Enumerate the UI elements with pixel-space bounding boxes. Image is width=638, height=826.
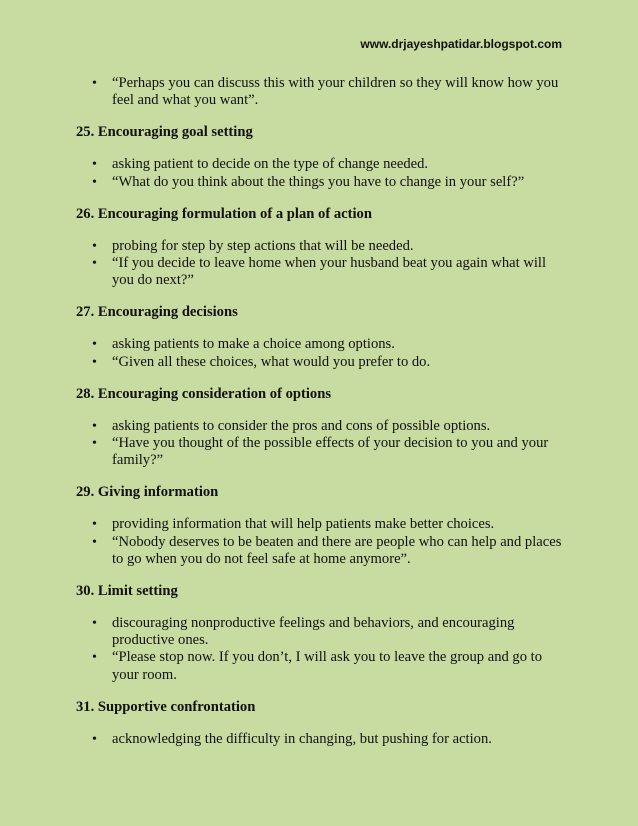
list-item-text: “Nobody deserves to be beaten and there are people who can help and places to go when you do not feel safe at home anymore”. <box>112 533 562 567</box>
section-list <box>76 336 566 370</box>
document-body <box>76 75 566 748</box>
list-item <box>76 435 566 469</box>
list-item <box>76 156 566 173</box>
section-title: 29. Giving information <box>76 484 219 501</box>
list-item-text: asking patients to make a choice among options. <box>112 336 395 353</box>
list-item <box>76 75 566 109</box>
bullet-icon: • <box>92 76 97 91</box>
list-item-text: asking patients to consider the pros and cons of possible options. <box>112 417 491 434</box>
list-item-text: “If you decide to leave home when your husband beat you again what will you do next?” <box>112 255 547 289</box>
list-item <box>76 238 566 255</box>
bullet-icon: • <box>92 256 97 272</box>
list-item-text: “What do you think about the things you have to change in your self?” <box>112 173 525 190</box>
list-item <box>76 534 566 568</box>
bullet-icon: • <box>92 174 97 190</box>
list-item-text: acknowledging the difficulty in changing, but pushing for action. <box>112 730 492 747</box>
list-item <box>76 516 566 533</box>
section-28 <box>76 386 566 470</box>
list-item <box>76 418 566 435</box>
section-list <box>76 238 566 290</box>
bullet-icon: • <box>92 616 97 632</box>
section-title: 31. Supportive confrontation <box>76 698 256 715</box>
bullet-icon: • <box>92 534 97 550</box>
section-title: 27. Encouraging decisions <box>76 304 238 321</box>
intro-list <box>76 75 566 109</box>
section-list <box>76 731 566 748</box>
section-title: 30. Limit setting <box>76 583 178 600</box>
section-26 <box>76 206 566 290</box>
list-item <box>76 174 566 191</box>
section-title: 28. Encouraging consideration of options <box>76 385 332 402</box>
list-item-text: “Given all these choices, what would you prefer to do. <box>112 353 431 370</box>
section-30 <box>76 583 566 684</box>
list-item-text: “Please stop now. If you don’t, I will ask you to leave the group and go to your room. <box>112 649 543 683</box>
bullet-icon: • <box>92 650 97 666</box>
section-list <box>76 615 566 684</box>
list-item <box>76 649 566 683</box>
list-item-text: asking patient to decide on the type of change needed. <box>112 156 429 173</box>
bullet-icon: • <box>92 418 97 434</box>
bullet-icon: • <box>92 731 97 747</box>
bullet-icon: • <box>92 436 97 452</box>
list-item <box>76 255 566 289</box>
section-27 <box>76 304 566 370</box>
list-item <box>76 615 566 649</box>
section-list <box>76 418 566 470</box>
header-url: www.drjayeshpatidar.blogspot.com <box>360 37 562 51</box>
list-item <box>76 336 566 353</box>
section-31 <box>76 699 566 748</box>
section-25 <box>76 124 566 190</box>
bullet-icon: • <box>92 157 97 173</box>
section-title: 25. Encouraging goal setting <box>76 124 253 141</box>
section-list <box>76 516 566 568</box>
bullet-icon: • <box>92 354 97 370</box>
section-title: 26. Encouraging formulation of a plan of action <box>76 205 372 222</box>
list-item <box>76 354 566 371</box>
list-item-text: discouraging nonproductive feelings and behaviors, and encouraging productive ones. <box>112 615 515 649</box>
list-item-text: “Perhaps you can discuss this with your children so they will know how you feel and what you want”. <box>112 75 559 109</box>
bullet-icon: • <box>92 337 97 353</box>
bullet-icon: • <box>92 517 97 533</box>
list-item <box>76 731 566 748</box>
list-item-text: providing information that will help patients make better choices. <box>112 516 495 533</box>
bullet-icon: • <box>92 238 97 254</box>
list-item-text: “Have you thought of the possible effects of your decision to you and your family?” <box>112 435 549 469</box>
list-item-text: probing for step by step actions that will be needed. <box>112 237 414 254</box>
section-list <box>76 156 566 190</box>
section-29 <box>76 484 566 568</box>
